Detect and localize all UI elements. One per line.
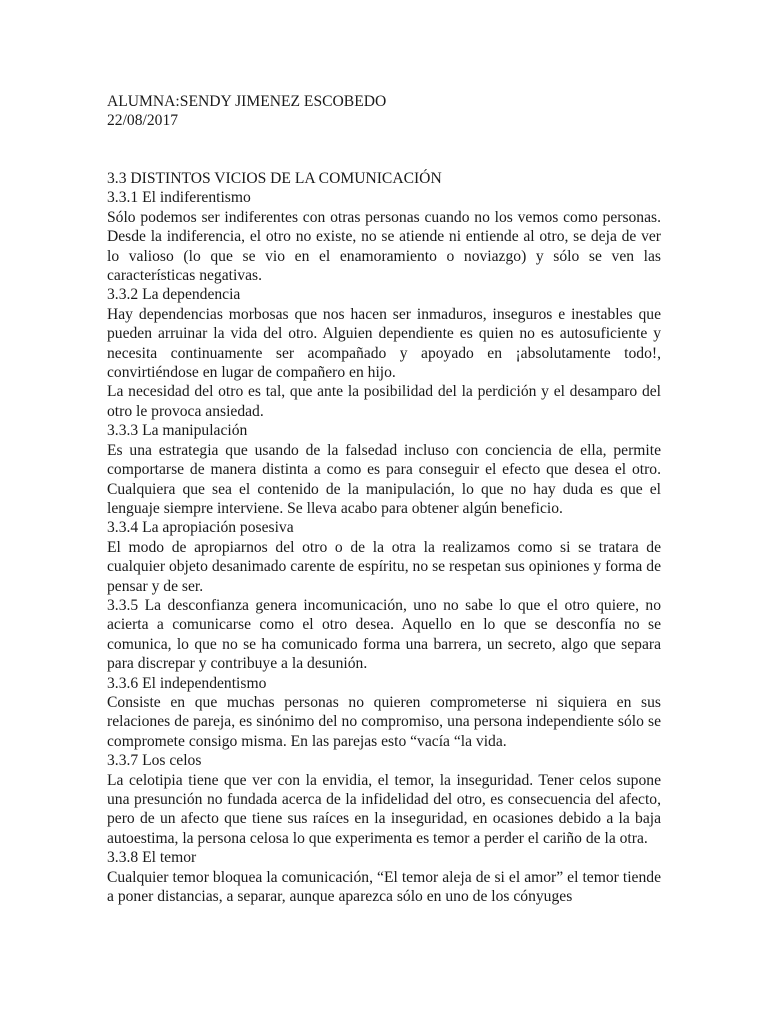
document-header	[107, 92, 661, 131]
section-heading: 3.3.7 Los celos	[107, 752, 202, 770]
section-celos	[107, 751, 661, 848]
paragraph: El modo de apropiarnos del otro o de la otra la realizamos como si se tratara de cualquier objeto desanimado carente de espíritu, no se respetan sus opiniones y forma de pensar y de ser.	[107, 538, 661, 595]
section-heading: 3.3.1 El indiferentismo	[107, 189, 251, 207]
section-heading: 3.3.8 El temor	[107, 849, 197, 867]
paragraph: Hay dependencias morbosas que nos hacen ser inmaduros, inseguros e inestables que pueden arruinar la vida del otro. Alguien dependiente es quien no es autosuficiente y necesita continuamente ser acompañado y apoyado en ¡absolutamente todo!, convirtiéndose en lugar de compañero en hijo.	[107, 305, 661, 382]
paragraph: Cualquier temor bloquea la comunicación, “El temor aleja de si el amor” el temor tiende a poner distancias, a separar, aunque aparezca sólo en uno de los cónyuges	[107, 868, 661, 906]
document-title: 3.3 DISTINTOS VICIOS DE LA COMUNICACIÓN	[107, 170, 442, 187]
document-body	[107, 169, 661, 906]
paragraph: Sólo podemos ser indiferentes con otras personas cuando no los vemos como personas. Desde la indiferencia, el otro no existe, no se atiende ni entiende al otro, se deja de ver lo valioso (lo que se vio en el enamoramiento o noviazgo) y sólo se ven las características negativas.	[107, 208, 661, 285]
section-dependencia	[107, 285, 661, 421]
section-manipulacion	[107, 421, 661, 518]
paragraph: Es una estrategia que usando de la falsedad incluso con conciencia de ella, permite comportarse de manera distinta a como es para conseguir el efecto que desea el otro. Cualquiera que sea el contenido de la manipulación, lo que no hay duda es que el lenguaje siempre interviene. Se lleva acabo para obtener algún beneficio.	[107, 441, 661, 517]
section-heading: 3.3.4 La apropiación posesiva	[107, 519, 294, 537]
paragraph: La celotipia tiene que ver con la envidia, el temor, la inseguridad. Tener celos supone una presunción no fundada acerca de la infidelidad del otro, es consecuencia del afecto, pero de un afecto que tiene sus raíces en la inseguridad, en ocasiones debido a la baja autoestima, la persona celosa lo que experimenta es temor a perder el cariño de la otra.	[107, 771, 661, 847]
section-heading: 3.3.6 El independentismo	[107, 674, 267, 692]
section-apropiacion-posesiva	[107, 518, 661, 673]
section-temor	[107, 848, 661, 906]
section-heading: 3.3.2 La dependencia	[107, 286, 241, 304]
section-independentismo	[107, 674, 661, 752]
section-heading: 3.3.3 La manipulación	[107, 422, 248, 440]
paragraph: Consiste en que muchas personas no quieren comprometerse ni siquiera en sus relaciones de pareja, es sinónimo del no compromiso, una persona independiente sólo se compromete consigo misma. En las parejas esto “vacía “la vida.	[107, 693, 661, 750]
section-indiferentismo	[107, 188, 661, 285]
document-date: 22/08/2017	[107, 112, 179, 130]
paragraph: La necesidad del otro es tal, que ante la posibilidad del la perdición y el desamparo del otro le provoca ansiedad.	[107, 383, 661, 420]
paragraph: 3.3.5 La desconfianza genera incomunicación, uno no sabe lo que el otro quiere, no acierta a comunicarse como el otro desea. Aquello en lo que se desconfía no se comunica, lo que no se ha comunicado forma una barrera, un secreto, algo que separa para discrepar y contribuye a la desunión.	[107, 596, 661, 673]
student-name: ALUMNA:SENDY JIMENEZ ESCOBEDO	[107, 93, 387, 110]
